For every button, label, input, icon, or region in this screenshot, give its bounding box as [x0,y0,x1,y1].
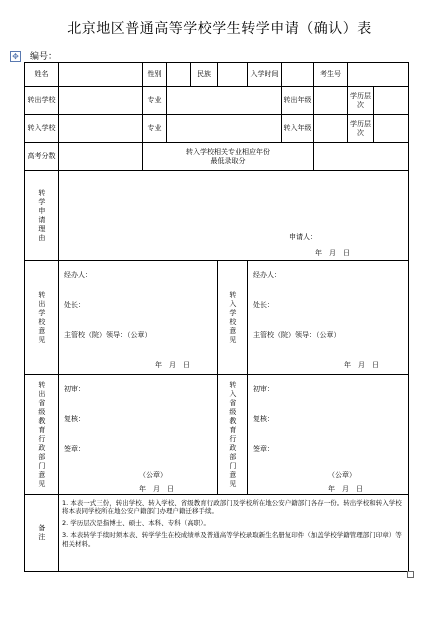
in-grade-value[interactable] [314,115,348,143]
notes-label-text: 备注 [37,524,46,542]
out-grade-value[interactable] [314,87,348,115]
in-school-opinion-label [218,261,248,375]
transfer-form-table [24,62,409,572]
admission-min-value[interactable] [314,143,409,171]
in-grade-label: 转入年级 [282,115,314,143]
out-level-value[interactable] [374,87,409,115]
note-item: 3. 本表转学手续时须本表、转学学生在校成绩单及普通高等学校录取新生名册复印件（加盖学校学籍管理部门印章）等相关材料。 [62,531,402,548]
in-edu-seal: （公章） [328,471,356,479]
page-title: 北京地区普通高等学校学生转学申请（确认）表 [67,21,372,37]
out-school-opinion-label [25,261,59,375]
notes-label [25,495,59,572]
reason-label-text: 转学申请理由 [37,188,46,243]
out-handler-label: 经办人： [64,271,92,279]
in-edu-opinion-content[interactable] [248,375,409,495]
in-leader-label: 主管校（院）领导：（公章） [253,331,341,339]
out-school-opinion-content[interactable] [59,261,218,375]
edu-opinion-row [25,375,409,495]
in-edu-date: 年 月 日 [328,485,363,493]
admission-min-line1: 转入学校相关专业相应年份 [186,147,270,156]
reason-row [25,171,409,261]
gaokao-score-label: 高考分数 [25,143,59,171]
in-level-value[interactable] [374,115,409,143]
note-item: 2. 学历层次是指博士、硕士、本科、专科（高职）。 [62,519,211,528]
out-edu-date: 年 月 日 [139,485,174,493]
applicant-label: 申请人： [289,233,317,241]
in-first-review-label: 初审： [253,385,274,393]
out-sign-label: 签章： [64,445,85,453]
in-edu-opinion-label [218,375,248,495]
in-school-opinion-content[interactable] [248,261,409,375]
student-id-label: 考生号 [314,63,348,87]
enroll-time-value[interactable] [282,63,314,87]
school-opinion-row [25,261,409,375]
in-recheck-label: 复核： [253,415,274,423]
name-value[interactable] [59,63,143,87]
in-school-opinion-text: 转入学校意见 [228,290,237,345]
out-edu-opinion-text: 转出省级教育行政部门意见 [37,380,46,489]
out-major-value[interactable] [167,87,282,115]
in-major-label: 专业 [143,115,167,143]
admission-min-label [143,143,314,171]
student-id-value[interactable] [348,63,409,87]
out-school-label: 转出学校 [25,87,59,115]
serial-label: 编号： [30,52,58,62]
gender-value[interactable] [167,63,191,87]
note-item: 1. 本表一式三份，转出学校、转入学校、省级教育行政部门及学校所在地公安户籍部门各存一份。转出学校和转入学校将本表同学校所在地公安户籍部门办理户籍迁移手续。 [62,499,402,516]
out-school-date: 年 月 日 [155,361,190,369]
reason-content[interactable] [59,171,409,261]
gaokao-score-value[interactable] [59,143,143,171]
out-leader-label: 主管校（院）领导：（公章） [64,331,152,339]
ethnicity-value[interactable] [218,63,248,87]
out-school-value[interactable] [59,87,143,115]
out-dept-head-label: 处长： [64,301,85,309]
notes-row [25,495,409,572]
in-sign-label: 签章： [253,445,274,453]
in-school-label: 转入学校 [25,115,59,143]
in-handler-label: 经办人： [253,271,281,279]
basic-info-row [25,63,409,87]
out-school-opinion-text: 转出学校意见 [37,290,46,345]
reason-date: 年 月 日 [315,249,350,257]
transfer-out-row [25,87,409,115]
in-edu-opinion-text: 转入省级教育行政部门意见 [228,380,237,489]
in-level-label: 学历层次 [348,115,374,143]
reason-label [25,171,59,261]
gender-label: 性别 [143,63,167,87]
in-major-value[interactable] [167,115,282,143]
out-first-review-label: 初审： [64,385,85,393]
out-edu-opinion-label [25,375,59,495]
out-major-label: 专业 [143,87,167,115]
enroll-time-label: 入学时间 [248,63,282,87]
out-grade-label: 转出年级 [282,87,314,115]
out-level-label: 学历层次 [348,87,374,115]
score-row [25,143,409,171]
in-dept-head-label: 处长： [253,301,274,309]
admission-min-line2: 最低录取分 [210,156,246,165]
name-label: 姓名 [25,63,59,87]
in-school-value[interactable] [59,115,143,143]
notes-content [59,495,409,572]
ethnicity-label: 民族 [191,63,218,87]
move-icon[interactable]: ✥ [10,51,21,62]
out-edu-seal: （公章） [139,471,167,479]
out-recheck-label: 复核： [64,415,85,423]
resize-handle[interactable] [407,571,414,578]
in-school-date: 年 月 日 [344,361,379,369]
transfer-in-row [25,115,409,143]
out-edu-opinion-content[interactable] [59,375,218,495]
